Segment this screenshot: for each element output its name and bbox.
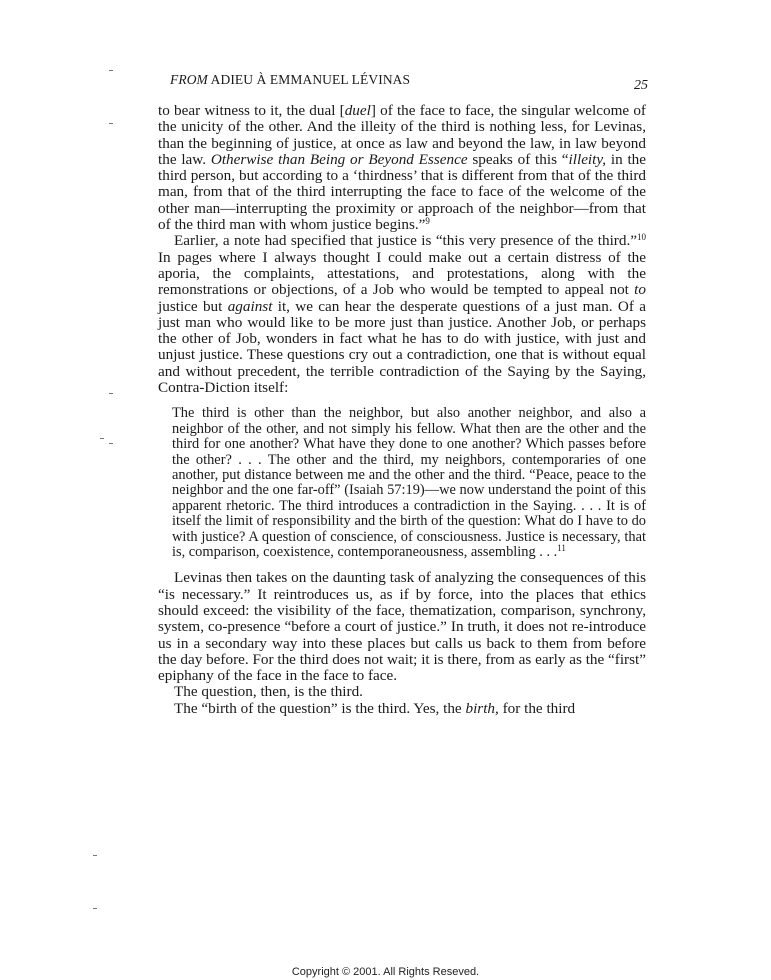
paragraph-2-text-1: Earlier, a note had specified that justice is “this very presence of the third.” xyxy=(174,232,637,250)
body-text xyxy=(158,103,646,717)
paragraph-5 xyxy=(158,701,646,717)
paragraph-2-text-2: In pages where I always thought I could make out a certain distress of the aporia, the complaints, attestations, and protestations, along with the remonstrations or objections, of a Job who would be tempted to appeal not xyxy=(158,248,646,299)
paragraph-2 xyxy=(158,233,646,396)
footnote-ref-11: 11 xyxy=(557,543,566,553)
paragraph-2-italic-against: against xyxy=(227,297,273,315)
paragraph-1-italic-illeity: illeity, xyxy=(568,150,607,168)
paragraph-5-italic-birth: birth, xyxy=(465,699,499,717)
scan-mark xyxy=(109,70,113,71)
paragraph-1 xyxy=(158,103,646,233)
paragraph-1-italic-duel: duel xyxy=(344,102,371,119)
copyright-footer: Copyright © 2001. All Rights Reseved. xyxy=(291,966,480,978)
paragraph-2-italic-to: to xyxy=(634,281,646,299)
paragraph-2-text-4: it, we can hear the desperate questions of a just man. Of a just man who would like to be more just than justice. Another Job, or perhaps the other of Job, wonders in fact what he has to do with justice, with just and unjust justice. These questions cry out a contradiction, one that is without equal and without precedent, the terrible contradiction of the Saying by the Saying, Contra-Diction itself: xyxy=(158,297,646,397)
scan-mark xyxy=(109,393,113,394)
scan-mark xyxy=(109,123,113,124)
scan-mark xyxy=(109,443,113,444)
footnote-ref-9: 9 xyxy=(425,216,430,227)
scan-mark xyxy=(93,855,97,856)
paragraph-5-text-2: for the third xyxy=(498,699,576,717)
paragraph-3-text: Levinas then takes on the daunting task of analyzing the consequences of this “is necessary.” It reintroduces us, as if by force, into the places that ethics should exceed: the visibility of the face, thematization, comparison, synchrony, system, co-presence “before a court of justice.” In truth, it does not re-introduce us in a secondary way into these places but calls us back to them from before the day before. For the third does not wait; it is there, from as early as the “first” epiphany of the face in the face to face. xyxy=(158,569,646,685)
paragraph-1-text-2: ] of the face to face, the singular welcome of the unicity of the other. And the illeity of the third is nothing less, for Levinas, than the beginning of justice, at once as law and beyond the law, in law beyond the law. xyxy=(158,102,646,168)
page-number: 25 xyxy=(634,78,648,93)
paragraph-1-italic-book-title: Otherwise than Being or Beyond Essence xyxy=(210,150,468,168)
paragraph-2-text-3: justice but xyxy=(158,297,228,315)
block-quote xyxy=(172,406,646,560)
scan-mark xyxy=(100,438,104,439)
scan-mark xyxy=(93,908,97,909)
paragraph-3 xyxy=(158,570,646,684)
block-quote-text: The third is other than the neighbor, but also another neighbor, and also a neighbor of the other, and not simply his fellow. What then are the other and the third for one another? What have they done to one another? Which passes before the other? . . . The other and the third, my neighbors, contemporaries of one another, put distance between me and the other and the third. “Peace, peace to the neighbor and the one far-off” (Isaiah 57:19)—we now understand the point of this apparent rhetoric. The third introduces a contradiction in the Saying. . . . It is of itself the limit of responsibility and the birth of the question: What do I have to do with justice? A question of conscience, of consciousness. Justice is necessary, that is, comparison, coexistence, contemporaneousness, assembling . . . xyxy=(172,405,646,560)
paragraph-1-text-4: in the third person, but according to a ‘thirdness’ that is different from that of the third man, from that of the third interrupting the face to face of the welcome of the other man—interrupting the proximity or approach of the neighbor—from that of the third man with whom justice begins.” xyxy=(158,150,647,234)
footnote-ref-10: 10 xyxy=(637,232,646,243)
running-head-from: FROM xyxy=(170,72,208,87)
paragraph-5-text-1: The “birth of the question” is the third. Yes, the xyxy=(174,699,466,717)
running-head-title: ADIEU À EMMANUEL LÉVINAS xyxy=(210,72,411,87)
paragraph-1-text-3: speaks of this “ xyxy=(467,150,569,168)
running-head xyxy=(170,72,410,88)
paragraph-4 xyxy=(158,684,646,700)
paragraph-4-text: The question, then, is the third. xyxy=(174,683,363,701)
paragraph-1-text-1: to bear witness to it, the dual [ xyxy=(158,102,345,119)
